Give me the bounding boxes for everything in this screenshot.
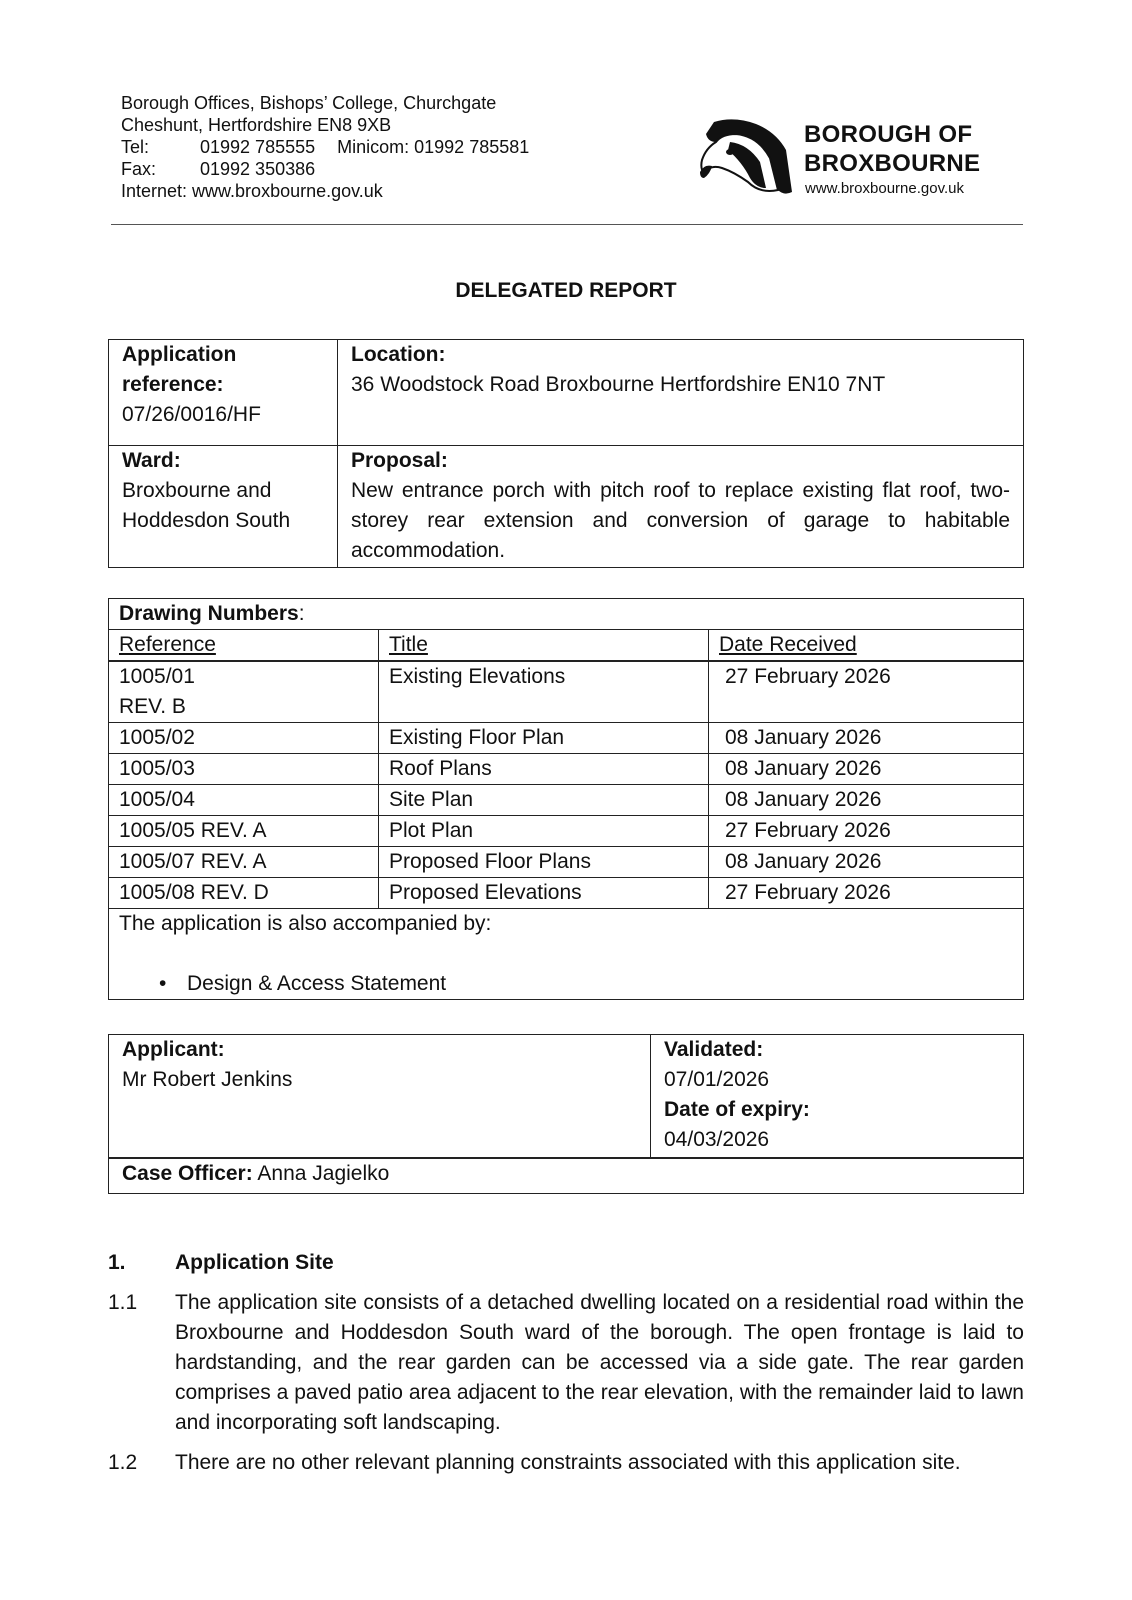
applicant-cell [109,1035,651,1159]
header-divider [111,224,1023,225]
column-header-title: Title [379,630,709,662]
table-row [109,878,1024,909]
address-line-2: Cheshunt, Hertfordshire EN8 9XB [121,115,392,135]
dates-cell [651,1035,1024,1159]
applicant-value: Mr Robert Jenkins [122,1068,293,1091]
table-row [109,599,1024,630]
internet-line: Internet: www.broxbourne.gov.uk [121,181,383,201]
proposal-value: New entrance porch with pitch roof to replace existing flat roof, two-storey rear extension and conversion of garage to habitable accommodation. [351,479,1010,562]
table-row [109,661,1024,723]
validated-value: 07/01/2026 [664,1068,770,1091]
section-title: Application Site [175,1251,334,1274]
drawing-numbers-heading-cell [109,599,1024,630]
drawing-title: Existing Floor Plan [379,723,709,754]
bullet-icon: • [159,972,167,995]
ward-cell [109,446,338,568]
paragraph-number: 1.1 [108,1291,138,1314]
drawing-numbers-table [108,598,1024,1000]
table-row [109,816,1024,847]
proposal-cell [338,446,1024,568]
broxbourne-logo [700,116,990,200]
logo-url: www.broxbourne.gov.uk [805,180,964,197]
location-cell [338,340,1024,446]
logo-line-1: BOROUGH OF [804,121,973,148]
drawing-title: Proposed Floor Plans [379,847,709,878]
drawing-reference [109,661,379,723]
location-value: 36 Woodstock Road Broxbourne Hertfordshire EN10 7NT [351,373,886,396]
drawing-date: 08 January 2026 [709,754,1024,785]
section-heading [108,1248,1024,1278]
fax-label: Fax: [121,159,157,179]
column-header-reference: Reference [109,630,379,662]
drawing-numbers-colon: : [298,602,305,625]
applicant-label: Applicant: [122,1038,225,1061]
paragraph-text: The application site consists of a detached dwelling located on a residential road within the Broxbourne and Hoddesdon South ward of the borough. The open frontage is laid to hardstanding, and the rear garden can be accessed via a side gate. The rear garden comprises a paved patio area adjacent to the rear elevation, with the remainder laid to lawn and incorporating soft landscaping. [175,1291,1024,1434]
report-title: DELEGATED REPORT [455,279,677,302]
drawing-reference: 1005/04 [109,785,379,816]
fax-value: 01992 350386 [200,159,316,179]
drawing-reference-line: 1005/01 [119,665,195,688]
case-officer-label: Case Officer: [122,1162,253,1185]
table-row [109,847,1024,878]
drawing-reference: 1005/02 [109,723,379,754]
paragraph-1-1 [108,1288,1024,1438]
drawing-reference: 1005/08 REV. D [109,878,379,909]
drawing-reference: 1005/07 REV. A [109,847,379,878]
drawing-title: Site Plan [379,785,709,816]
expiry-value: 04/03/2026 [664,1128,770,1151]
application-details-table [108,339,1024,568]
tel-value: 01992 785555 [200,137,316,157]
column-header-date-received: Date Received [709,630,1024,662]
drawing-title: Roof Plans [379,754,709,785]
table-row [109,1158,1024,1194]
validated-label: Validated: [664,1038,764,1061]
ref-label-1: Application [122,343,237,366]
paragraph-text: There are no other relevant planning constraints associated with this application site. [175,1451,961,1474]
tel-label: Tel: [121,137,150,157]
drawing-date: 08 January 2026 [709,785,1024,816]
table-row [109,909,1024,1000]
accompanying-documents-cell [109,909,1024,1000]
location-label: Location: [351,343,446,366]
drawing-title: Proposed Elevations [379,878,709,909]
telephone-row [121,136,529,158]
table-row [109,446,1024,568]
fax-row [121,158,529,180]
accompanied-text: The application is also accompanied by: [119,912,492,935]
drawing-revision-line: REV. B [119,695,186,718]
case-officer-cell [109,1158,1024,1194]
paragraph-number: 1.2 [108,1451,138,1474]
reference-cell [109,340,338,446]
expiry-label: Date of expiry: [664,1098,810,1121]
logo-line-2: BROXBOURNE [804,150,981,177]
minicom-value: Minicom: 01992 785581 [337,137,530,157]
list-item [119,969,1013,999]
table-row [109,1035,1024,1159]
address-line-1: Borough Offices, Bishops’ College, Churchgate [121,93,497,113]
section-number: 1. [108,1251,126,1274]
table-row [109,785,1024,816]
drawing-date: 27 February 2026 [709,878,1024,909]
paragraph-1-2 [108,1448,1024,1478]
table-row [109,754,1024,785]
applicant-details-table [108,1034,1024,1194]
drawing-date: 27 February 2026 [709,661,1024,723]
logo-wordmark [804,120,980,178]
table-header-row [109,630,1024,662]
ref-value: 07/26/0016/HF [122,403,261,426]
proposal-label: Proposal: [351,449,448,472]
council-address-block [121,92,529,202]
table-row [109,723,1024,754]
drawing-date: 08 January 2026 [709,847,1024,878]
case-officer-value: Anna Jagielko [257,1162,390,1185]
drawing-title: Plot Plan [379,816,709,847]
drawing-title: Existing Elevations [379,661,709,723]
ward-value-1: Broxbourne and [122,479,272,502]
ward-value-2: Hoddesdon South [122,509,291,532]
ref-label-2: reference: [122,373,224,396]
accompanied-item: Design & Access Statement [187,972,447,995]
ward-label: Ward: [122,449,181,472]
drawing-date: 27 February 2026 [709,816,1024,847]
drawing-numbers-label: Drawing Numbers [119,602,299,625]
drawing-reference: 1005/03 [109,754,379,785]
drawing-date: 08 January 2026 [709,723,1024,754]
table-row [109,340,1024,446]
badger-icon [700,118,796,198]
drawing-reference: 1005/05 REV. A [109,816,379,847]
